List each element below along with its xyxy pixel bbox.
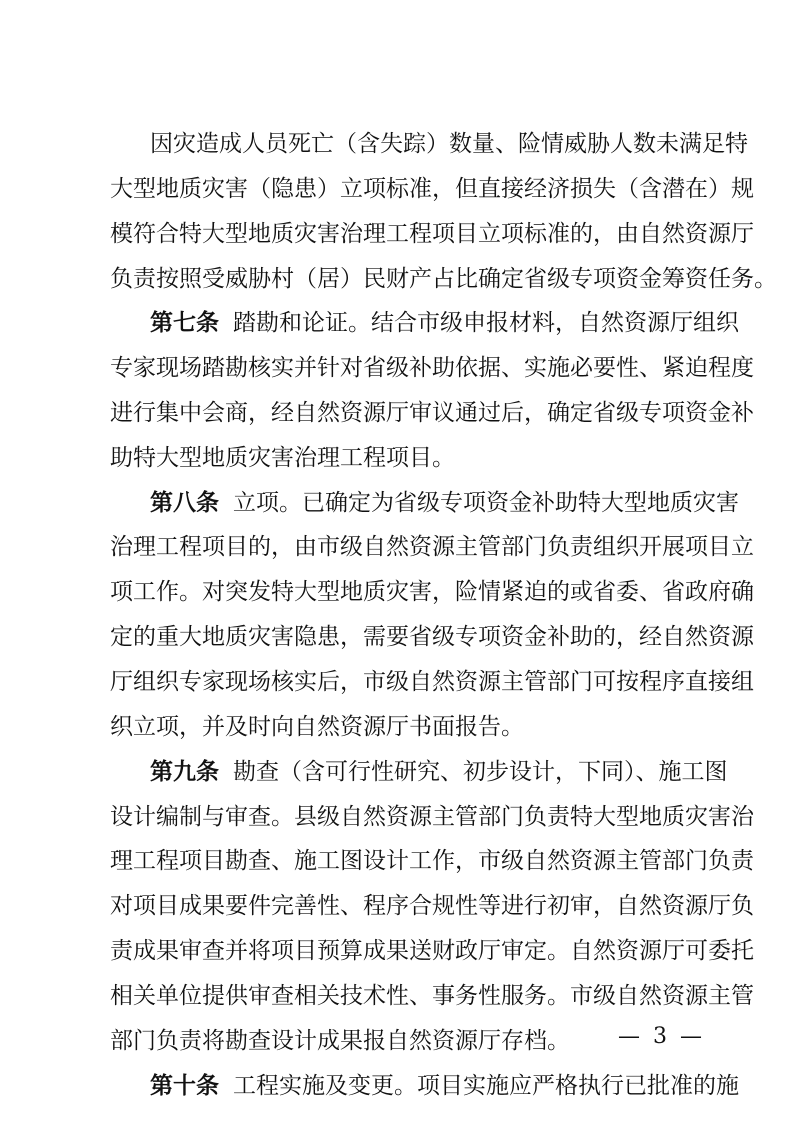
article-heading: 第九条 <box>150 758 219 785</box>
page-number: — 3 — <box>618 1024 705 1049</box>
article-9-line: 设计编制与审查。县级自然资源主管部门负责特大型地质灾害治 <box>110 804 754 830</box>
article-9-line: 理工程项目勘查、施工图设计工作，市级自然资源主管部门负责 <box>110 848 754 874</box>
article-8-line: 织立项，并及时向自然资源厅书面报告。 <box>110 714 524 740</box>
paragraph-line: 负责按照受威胁村（居）民财产占比确定省级专项资金筹资任务。 <box>110 266 777 292</box>
article-9-line: 责成果审查并将项目预算成果送财政厅审定。自然资源厅可委托 <box>110 938 754 964</box>
article-8-line: 项工作。对突发特大型地质灾害，险情紧迫的或省委、省政府确 <box>110 579 754 605</box>
article-9-line: 部门负责将勘查设计成果报自然资源厅存档。 <box>110 1028 570 1054</box>
article-9-line: 对项目成果要件完善性、程序合规性等进行初审，自然资源厅负 <box>110 893 754 919</box>
paragraph-line: 因灾造成人员死亡（含失踪）数量、险情威胁人数未满足特 <box>150 131 748 157</box>
article-heading: 第十条 <box>150 1072 219 1099</box>
article-9-line: 第九条 勘查（含可行性研究、初步设计，下同）、施工图 <box>150 758 728 785</box>
article-8-line: 治理工程项目的，由市级自然资源主管部门负责组织开展项目立 <box>110 534 754 560</box>
article-8-line: 厅组织专家现场核实后，市级自然资源主管部门可按程序直接组 <box>110 669 754 695</box>
article-heading: 第七条 <box>150 309 219 336</box>
article-7-line: 助特大型地质灾害治理工程项目。 <box>110 445 455 471</box>
article-10-line: 第十条 工程实施及变更。项目实施应严格执行已批准的施 <box>150 1072 739 1099</box>
article-9-line: 相关单位提供审查相关技术性、事务性服务。市级自然资源主管 <box>110 983 754 1009</box>
article-7-line: 进行集中会商，经自然资源厅审议通过后，确定省级专项资金补 <box>110 400 754 426</box>
article-8-line: 定的重大地质灾害隐患，需要省级专项资金补助的，经自然资源 <box>110 624 754 650</box>
article-7-line: 专家现场踏勘核实并针对省级补助依据、实施必要性、紧迫程度 <box>110 355 754 381</box>
paragraph-line: 大型地质灾害（隐患）立项标准，但直接经济损失（含潜在）规 <box>110 176 754 202</box>
article-7-line: 第七条 踏勘和论证。结合市级申报材料，自然资源厅组织 <box>150 309 739 336</box>
article-heading: 第八条 <box>150 489 219 516</box>
paragraph-line: 模符合特大型地质灾害治理工程项目立项标准的，由自然资源厅 <box>110 221 754 247</box>
article-8-line: 第八条 立项。已确定为省级专项资金补助特大型地质灾害 <box>150 489 739 516</box>
